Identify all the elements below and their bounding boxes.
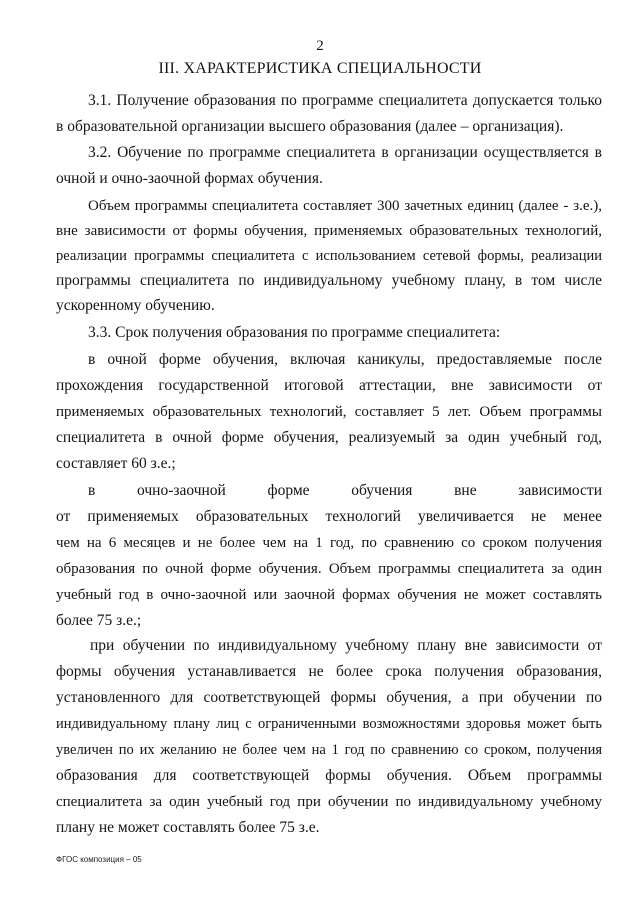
paragraph-line: установленного для соответствующей формы обучения, а при обучении по <box>56 689 602 706</box>
paragraph-line: образования по очной форме обучения. Объем программы специалитета за один <box>56 561 602 577</box>
paragraph-line: составляет 60 з.е.; <box>56 455 176 472</box>
paragraph-line: формы обучения устанавливается не более срока получения образования, <box>56 663 602 680</box>
paragraph-line: ускоренному обучению. <box>56 297 215 314</box>
paragraph-line: индивидуальному плану лиц с ограниченными возможностями здоровья может быть <box>56 716 602 732</box>
paragraph-line: образования для соответствующей формы обучения. Объем программы <box>56 767 602 784</box>
paragraph-line: чем на 6 месяцев и не более чем на 1 год, по сравнению со сроком получения <box>56 535 602 551</box>
paragraph-line: в очно-заочной форме обучения вне зависимости <box>88 482 602 499</box>
paragraph-line: плану не может составлять более 75 з.е. <box>56 819 320 836</box>
paragraph-line: специалитета в очной форме обучения, реализуемый за один учебный год, <box>56 429 602 446</box>
paragraph-line: увеличен по их желанию не более чем на 1 год по сравнению со сроком, получения <box>56 742 602 758</box>
paragraph-line: при обучении по индивидуальному учебному плану вне зависимости от <box>90 637 602 654</box>
paragraph-line: 3.2. Обучение по программе специалитета в организации осуществляется в <box>88 144 602 161</box>
paragraph-line: реализации программы специалитета с использованием сетевой формы, реализации <box>56 248 602 264</box>
paragraph-line: в образовательной организации высшего образования (далее – организация). <box>56 118 564 135</box>
paragraph-line: вне зависимости от формы обучения, применяемых образовательных технологий, <box>56 223 602 239</box>
page-number: 2 <box>316 38 324 54</box>
paragraph-line: учебный год в очно-заочной или заочной формах обучения не может составлять <box>56 587 602 603</box>
paragraph-line: применяемых образовательных технологий, составляет 5 лет. Объем программы <box>56 404 602 420</box>
section-heading: III. ХАРАКТЕРИСТИКА СПЕЦИАЛЬНОСТИ <box>158 60 482 77</box>
paragraph-line: специалитета за один учебный год при обучении по индивидуальному учебному <box>56 794 602 810</box>
paragraph-line: от применяемых образовательных технологий увеличивается не менее <box>56 508 602 525</box>
paragraph-line: 3.3. Срок получения образования по программе специалитета: <box>88 324 501 341</box>
paragraph-line: в очной форме обучения, включая каникулы, предоставляемые после <box>88 351 602 368</box>
paragraph-line: очной и очно-заочной формах обучения. <box>56 170 323 187</box>
paragraph-line: 3.1. Получение образования по программе специалитета допускается только <box>88 92 602 109</box>
paragraph-line: программы специалитета по индивидуальному учебному плану, в том числе <box>56 272 602 289</box>
footer-note: ФГОС композиция – 05 <box>56 855 142 864</box>
paragraph-line: более 75 з.е.; <box>56 612 142 629</box>
paragraph-line: Объем программы специалитета составляет 300 зачетных единиц (далее - з.е.), <box>88 198 602 214</box>
paragraph-line: прохождения государственной итоговой аттестации, вне зависимости от <box>56 377 602 394</box>
